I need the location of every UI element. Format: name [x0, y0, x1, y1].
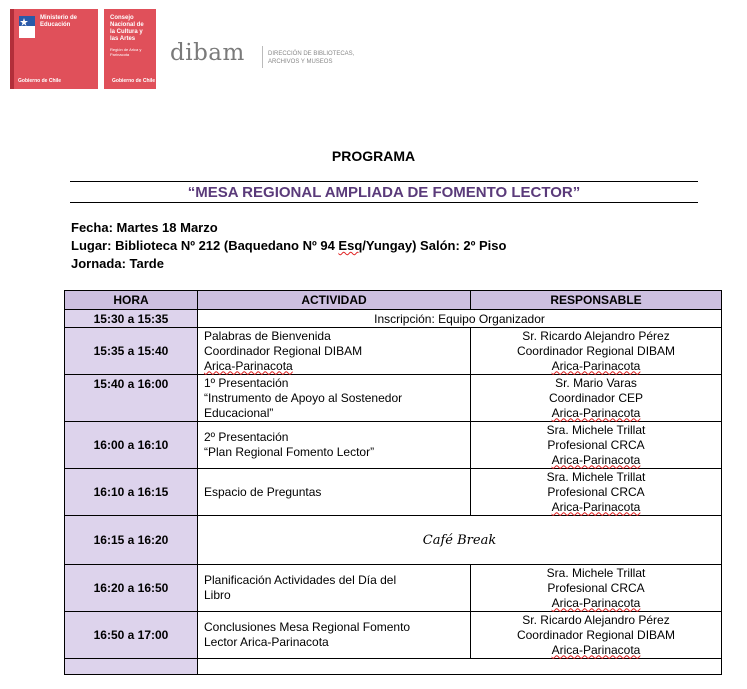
- responsable-line: Coordinador Regional DIBAM: [516, 627, 676, 642]
- responsable-cell: [471, 375, 722, 422]
- responsable-cell: [471, 422, 722, 469]
- table-row: [65, 422, 722, 469]
- hora-cell: 15:30 a 15:35: [65, 310, 198, 328]
- actividad-line: Arica-Parinacota: [204, 358, 293, 373]
- responsable-line: Coordinador Regional DIBAM: [516, 343, 676, 358]
- actividad-line: Palabras de Bienvenida: [204, 328, 331, 343]
- responsable-cell: [471, 328, 722, 375]
- table-row: [65, 516, 722, 565]
- actividad-cell: [198, 422, 471, 469]
- fecha-label: Fecha:: [71, 220, 113, 235]
- responsable-cell: [471, 469, 722, 516]
- table-row: [65, 375, 722, 422]
- table-row: [65, 565, 722, 612]
- lugar-value-a: Biblioteca Nº 212 (Baquedano Nº 94: [115, 238, 339, 253]
- hora-cell-empty: [65, 659, 198, 675]
- logo2-footer: Gobierno de Chile: [112, 78, 156, 84]
- actividad-line: “Instrumento de Apoyo al Sostenedor: [204, 390, 403, 405]
- actividad-line: Planificación Actividades del Día del: [204, 573, 397, 587]
- hora-cell: 15:40 a 16:00: [65, 375, 198, 422]
- header-actividad: ACTIVIDAD: [198, 291, 471, 310]
- table-row: [65, 612, 722, 659]
- responsable-line: Sr. Ricardo Alejandro Pérez: [522, 612, 670, 627]
- logo2-small: [110, 47, 154, 57]
- page-title: PROGRAMA: [331, 148, 416, 164]
- actividad-cell: [198, 565, 471, 612]
- responsable-line: Profesional CRCA: [547, 580, 645, 595]
- program-table: [64, 290, 722, 675]
- dibam-sub1: DIRECCIÓN DE BIBLIOTECAS,: [268, 51, 355, 57]
- actividad-line: Conclusiones Mesa Regional Fomento: [204, 620, 411, 634]
- empty-cell: [198, 659, 722, 675]
- responsable-cell: [471, 612, 722, 659]
- table-row: [65, 469, 722, 516]
- responsable-line: Sra. Michele Trillat: [546, 469, 646, 484]
- responsable-line: Sr. Ricardo Alejandro Pérez: [522, 328, 670, 343]
- logo1-footer: Gobierno de Chile: [18, 78, 62, 84]
- responsable-line: Profesional CRCA: [547, 437, 645, 452]
- header-responsable: RESPONSABLE: [471, 291, 722, 310]
- actividad-cell: [198, 328, 471, 375]
- responsable-line: Arica-Parinacota: [551, 358, 641, 373]
- consejo-cultura-logo: [104, 9, 156, 89]
- logo1-line2: Educación: [40, 22, 71, 28]
- actividad-line: “Plan Regional Fomento Lector”: [204, 445, 375, 459]
- responsable-line: Arica-Parinacota: [551, 595, 641, 610]
- lugar-label: Lugar:: [71, 238, 112, 253]
- cafe-break-cell: Café Break: [198, 516, 722, 565]
- title-rule-bottom: [70, 202, 698, 203]
- hora-cell: 16:00 a 16:10: [65, 422, 198, 469]
- responsable-line: Sra. Michele Trillat: [546, 565, 646, 580]
- responsable-line: Coordinador CEP: [548, 390, 644, 405]
- ministerio-educacion-logo: [10, 9, 98, 89]
- actividad-cell: [198, 469, 471, 516]
- logo-stripe: [10, 9, 14, 89]
- responsable-line: Arica-Parinacota: [551, 642, 641, 657]
- dibam-logo: dibam: [170, 40, 245, 66]
- logo2-line1: Consejo: [110, 15, 134, 21]
- header-logos: [10, 9, 156, 91]
- hora-cell: 16:15 a 16:20: [65, 516, 198, 565]
- event-subtitle: “MESA REGIONAL AMPLIADA DE FOMENTO LECTOR”: [187, 184, 581, 201]
- chile-shield-icon: [18, 15, 36, 41]
- lugar-value-b: /Yungay) Salón: 2º Piso: [362, 238, 507, 253]
- dibam-sub2: ARCHIVOS Y MUSEOS: [268, 59, 333, 65]
- logo2-text: [110, 15, 154, 43]
- actividad-line: 2º Presentación: [204, 430, 289, 444]
- hora-cell: 15:35 a 15:40: [65, 328, 198, 375]
- responsable-line: Sr. Mario Varas: [555, 375, 637, 390]
- hora-cell: 16:10 a 16:15: [65, 469, 198, 516]
- responsable-line: Arica-Parinacota: [551, 405, 641, 420]
- responsable-line: Arica-Parinacota: [551, 452, 641, 467]
- dibam-divider: [262, 46, 263, 68]
- actividad-cell: [198, 375, 471, 422]
- actividad-line: Libro: [204, 588, 231, 602]
- responsable-line: Profesional CRCA: [547, 484, 645, 499]
- responsable-cell: [471, 565, 722, 612]
- title-rule-top: [70, 181, 698, 182]
- dibam-subtitle: [268, 50, 378, 66]
- table-row: [65, 328, 722, 375]
- actividad-cell: [198, 612, 471, 659]
- actividad-line: Educacional”: [204, 405, 274, 420]
- logo2-line2: Nacional de: [110, 22, 144, 28]
- logo2-small2: Parinacota: [110, 52, 130, 57]
- actividad-line: Coordinador Regional DIBAM: [204, 343, 363, 358]
- jornada-label: Jornada:: [71, 256, 126, 271]
- responsable-line: Arica-Parinacota: [551, 499, 641, 514]
- logo2-line3: la Cultura y: [110, 29, 143, 35]
- table-row: [65, 310, 722, 328]
- table-header-row: [65, 291, 722, 310]
- lugar-esq: Esq: [338, 238, 363, 253]
- inscripcion-cell: Inscripción: Equipo Organizador: [198, 310, 722, 328]
- actividad-line: Lector Arica-Parinacota: [204, 635, 329, 649]
- logo2-line4: las Artes: [110, 36, 136, 42]
- table-row-empty: [65, 659, 722, 675]
- logo2-small1: Región de Arica y: [110, 47, 142, 52]
- jornada-value: Tarde: [129, 256, 164, 271]
- logo1-line1: Ministerio de: [40, 15, 78, 21]
- hora-cell: 16:20 a 16:50: [65, 565, 198, 612]
- fecha-line: [71, 220, 218, 235]
- actividad-line: Espacio de Preguntas: [204, 484, 322, 499]
- jornada-line: [71, 256, 164, 271]
- hora-cell: 16:50 a 17:00: [65, 612, 198, 659]
- actividad-line: 1º Presentación: [204, 375, 289, 390]
- responsable-line: Sra. Michele Trillat: [546, 422, 646, 437]
- logo1-text: [40, 15, 94, 29]
- lugar-line: [71, 238, 506, 253]
- fecha-value: Martes 18 Marzo: [116, 220, 218, 235]
- header-hora: HORA: [65, 291, 198, 310]
